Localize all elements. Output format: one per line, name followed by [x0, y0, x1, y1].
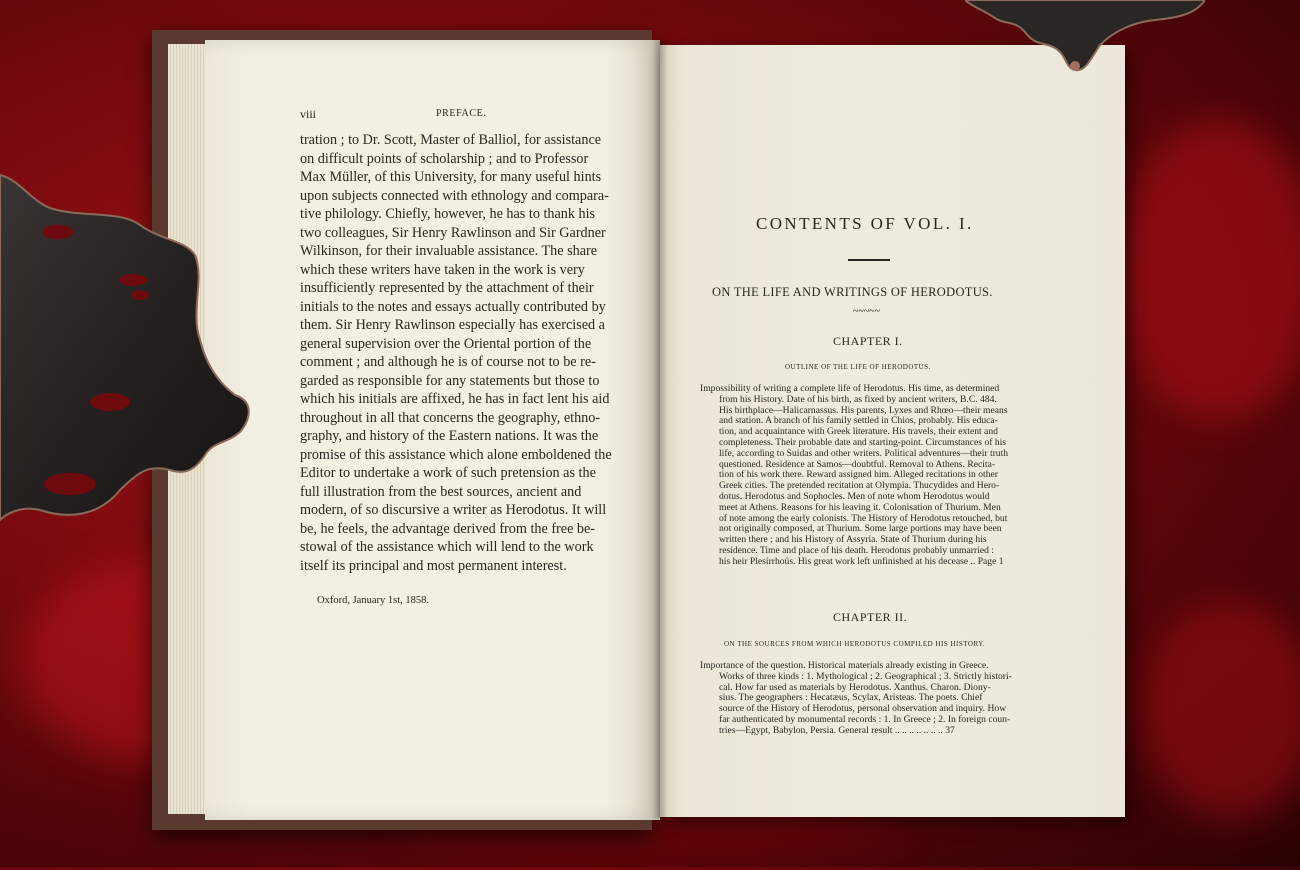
body-line: them. Sir Henry Rawlinson especially has exercised a	[300, 317, 605, 333]
contents-title: CONTENTS OF VOL. I.	[756, 214, 974, 233]
body-line: initials to the notes and essays actually contributed by	[300, 298, 606, 315]
summary-line: sius. The geographers : Hecatæus, Scylax, Aristeas. The poets. Chief	[719, 692, 983, 704]
summary-line: cal. How far used as materials by Herodotus. Xanthus. Charon. Diony-	[719, 681, 991, 693]
body-line: Max Müller, of this University, for many useful hints	[300, 169, 602, 185]
summary-line: His birthplace—Halicarnassus. His parents, Lyxes and Rhœo—their means	[719, 404, 1008, 416]
wavy-divider-icon: ~~~~~	[853, 306, 881, 317]
title-rule	[848, 259, 890, 261]
body-line: Editor to undertake a work of such pretension as the	[300, 465, 596, 481]
summary-line: tries—Egypt, Babylon, Persia. General result .. .. .. .. .. .. .. 37	[719, 724, 955, 736]
body-line: which these writers have taken in the work is very	[300, 261, 585, 278]
summary-line: completeness. Their probable date and starting-point. Circumstances of his	[719, 436, 1007, 448]
body-line: itself its principal and most permanent interest.	[300, 557, 567, 574]
summary-line: his heir Plesirrhoüs. His great work left unfinished at his decease .. Page 1	[719, 555, 1004, 567]
summary-line: residence. Time and place of his death. Herodotus probably unmarried :	[719, 544, 994, 556]
summary-line: dotus. Herodotus and Sophocles. Men of note whom Herodotus would	[719, 490, 990, 502]
summary-line: Impossibility of writing a complete life of Herodotus. His time, as determined	[700, 383, 1000, 394]
contents-subtitle: ON THE LIFE AND WRITINGS OF HERODOTUS.	[712, 285, 993, 299]
metal-leaf-bookmark-icon	[0, 170, 260, 540]
body-line: modern, of so discursive a writer as Herodotus. It will	[300, 502, 607, 518]
summary-line: written there ; and his History of Assyria. State of Thurium during his	[719, 534, 987, 546]
body-line: two colleagues, Sir Henry Rawlinson and Sir Gardner	[300, 224, 606, 241]
summary-line: from his History. Date of his birth, as fixed by ancient writers, B.C. 484.	[719, 393, 997, 405]
body-line: general supervision over the Oriental portion of the	[300, 335, 592, 352]
summary-line: of note among the early colonists. The History of Herodotus retouched, but	[719, 512, 1008, 524]
summary-line: tion, and acquaintance with Greek literature. His travels, their extent and	[719, 426, 998, 438]
chapter-1-summary-title: OUTLINE OF THE LIFE OF HERODOTUS.	[785, 363, 931, 371]
body-line: promise of this assistance which alone emboldened the	[300, 446, 612, 463]
body-line: on difficult points of scholarship ; and to Professor	[300, 150, 589, 167]
summary-line: not originally composed, at Thurium. Some large portions may have been	[719, 523, 1002, 535]
summary-line: Greek cities. The pretended recitation at Olympia. Thucydides and Hero-	[719, 480, 1000, 492]
left-running-head: PREFACE.	[436, 108, 487, 119]
summary-line: life, according to Suidas and other writers. Political adventures—their truth	[719, 447, 1009, 459]
summary-line: and station. A branch of his family settled in Chios, probably. His educa-	[719, 415, 998, 427]
chapter-2-summary	[700, 661, 1042, 737]
book-gutter	[652, 40, 668, 818]
chapter-1-summary	[700, 384, 1042, 568]
body-line: tive philology. Chiefly, however, he has to thank his	[300, 206, 596, 222]
summary-line: tion of his work there. Reward assigned him. Alleged recitations in other	[719, 469, 998, 481]
body-line: full illustration from the best sources, ancient and	[300, 483, 582, 500]
body-line: garded as responsible for any statements but those to	[300, 372, 600, 389]
body-line: which his initials are affixed, he has in fact lent his aid	[300, 391, 610, 407]
metal-ornament-corner-icon	[965, 0, 1205, 80]
preface-signature: Oxford, January 1st, 1858.	[317, 595, 429, 606]
body-line: upon subjects connected with ethnology and compara-	[300, 187, 609, 204]
summary-line: questioned. Residence at Samos—doubtful. Removal to Athens. Recita-	[719, 458, 996, 470]
left-page-body	[300, 131, 634, 575]
chapter-2-summary-title: ON THE SOURCES FROM WHICH HERODOTUS COMPILED HIS HISTORY.	[724, 640, 986, 648]
chapter-1-heading: CHAPTER I.	[833, 334, 903, 348]
body-line: throughout in all that concerns the geography, ethno-	[300, 409, 601, 426]
summary-line: meet at Athens. Reasons for his leaving it. Colonisation of Thurium. Men	[719, 501, 1001, 513]
body-line: graphy, and history of the Eastern nations. It was the	[300, 428, 599, 444]
chapter-2-heading: CHAPTER II.	[833, 610, 908, 624]
body-line: tration ; to Dr. Scott, Master of Balliol, for assistance	[300, 132, 602, 148]
body-line: Wilkinson, for their invaluable assistance. The share	[300, 243, 598, 259]
body-line: stowal of the assistance which will lend to the work	[300, 539, 594, 555]
body-line: comment ; and although he is of course not to be re-	[300, 354, 596, 370]
body-line: be, he feels, the advantage derived from the free be-	[300, 520, 596, 537]
summary-line: Importance of the question. Historical materials already existing in Greece.	[700, 660, 989, 671]
left-page-number: viii	[300, 107, 317, 121]
summary-line: Works of three kinds : 1. Mythological ; 2. Geographical ; 3. Strictly histori-	[719, 670, 1012, 682]
body-line: insufficiently represented by the attachment of their	[300, 280, 594, 296]
summary-line: far authenticated by monumental records : 1. In Greece ; 2. In foreign coun-	[719, 713, 1011, 725]
summary-line: source of the History of Herodotus, personal observation and inquiry. How	[719, 703, 1007, 715]
